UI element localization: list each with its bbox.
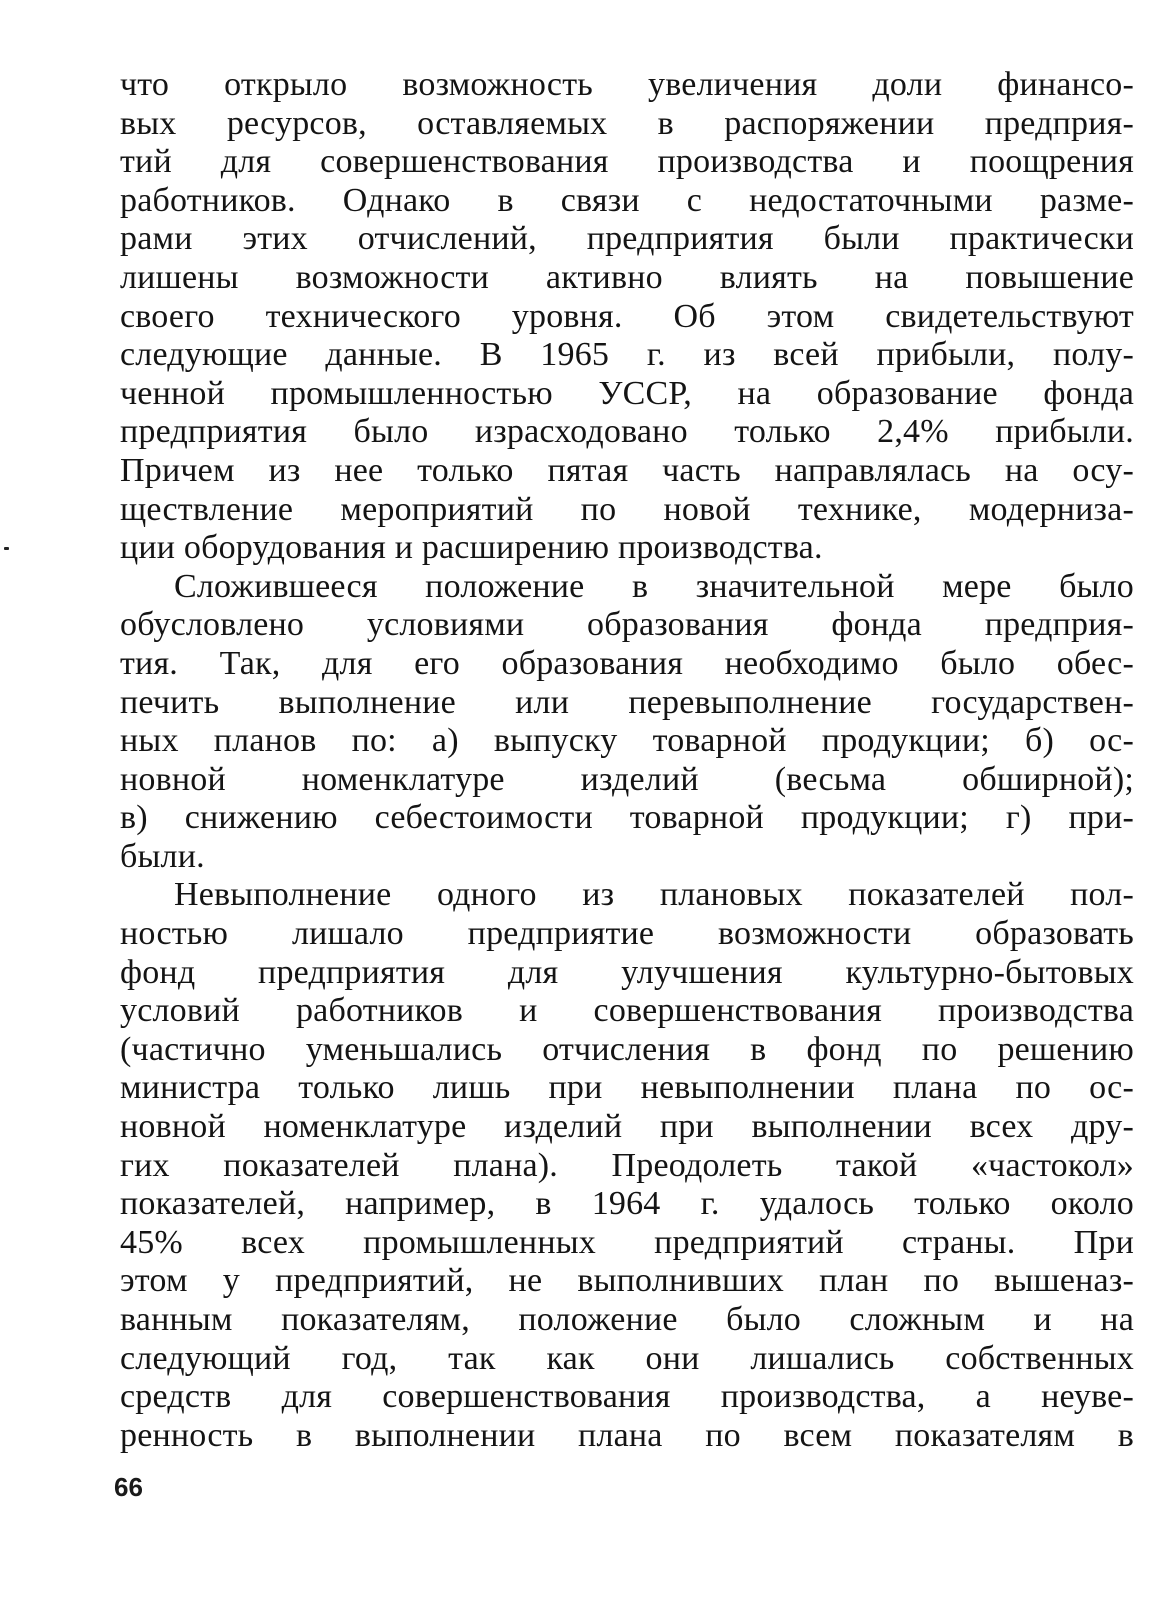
text-line: обусловлено условиями образования фонда предприя- xyxy=(120,606,1134,644)
paragraph-3 xyxy=(120,876,1134,1455)
page-number: 66 xyxy=(114,1472,143,1502)
text-line: ченной промышленностью УССР, на образование фонда xyxy=(120,374,1134,412)
text-line: Невыполнение одного из плановых показателей пол- xyxy=(174,876,1134,914)
text-line: фонд предприятия для улучшения культурно-бытовых xyxy=(120,953,1134,991)
text-line: рами этих отчислений, предприятия были практически xyxy=(120,220,1134,258)
text-line: своего технического уровня. Об этом свидетельствуют xyxy=(120,297,1134,335)
text-line: печить выполнение или перевыполнение государствен- xyxy=(120,683,1134,721)
text-line: министра только лишь при невыполнении плана по ос- xyxy=(120,1069,1134,1107)
text-line: что открыло возможность увеличения доли финансо- xyxy=(120,66,1134,103)
text-line: ренность в выполнении плана по всем показателям в xyxy=(120,1416,1134,1454)
text-line: тий для совершенствования производства и поощрения xyxy=(120,143,1134,181)
text-line: лишены возможности активно влиять на повышение xyxy=(120,258,1134,296)
text-line: работников. Однако в связи с недостаточными разме- xyxy=(120,181,1134,219)
text-line: гих показателей плана). Преодолеть такой «частокол» xyxy=(120,1146,1134,1184)
text-line: показателей, например, в 1964 г. удалось только около xyxy=(120,1185,1134,1223)
text-line: (частично уменьшались отчисления в фонд по решению xyxy=(120,1030,1134,1068)
text-line: Сложившееся положение в значительной мере было xyxy=(174,567,1134,605)
paragraph-2 xyxy=(120,568,1134,877)
text-line: предприятия было израсходовано только 2,4% прибыли. xyxy=(120,413,1134,451)
text-line: ностью лишало предприятие возможности образовать xyxy=(120,915,1134,953)
scan-speck xyxy=(4,547,9,550)
text-line: следующий год, так как они лишались собственных xyxy=(120,1339,1134,1377)
text-line: этом у предприятий, не выполнивших план по вышеназ- xyxy=(120,1262,1134,1300)
text-line: ществление мероприятий по новой технике, модерниза- xyxy=(120,490,1134,528)
text-line: вых ресурсов, оставляемых в распоряжении предприя- xyxy=(120,104,1134,142)
text-line: условий работников и совершенствования производства xyxy=(120,992,1134,1030)
text-line: ных планов по: а) выпуску товарной продукции; б) ос- xyxy=(120,722,1134,760)
text-line: новной номенклатуре изделий при выполнении всех дру- xyxy=(120,1108,1134,1146)
text-line: следующие данные. В 1965 г. из всей прибыли, полу- xyxy=(120,336,1134,374)
paragraph-1 xyxy=(120,66,1134,568)
text-line: 45% всех промышленных предприятий страны. При xyxy=(120,1223,1134,1261)
text-line: в) снижению себестоимости товарной продукции; г) при- xyxy=(120,799,1134,837)
text-line: тия. Так, для его образования необходимо было обес- xyxy=(120,644,1134,682)
text-line: были. xyxy=(120,837,205,875)
text-line: Причем из нее только пятая часть направлялась на осу- xyxy=(120,451,1134,489)
text-line: ванным показателям, положение было сложным и на xyxy=(120,1301,1134,1338)
text-line: ции оборудования и расширению производства. xyxy=(120,529,823,567)
page-text xyxy=(120,66,1134,1455)
text-line: новной номенклатуре изделий (весьма обширной); xyxy=(120,760,1134,798)
text-line: средств для совершенствования производства, а неуве- xyxy=(120,1378,1134,1416)
